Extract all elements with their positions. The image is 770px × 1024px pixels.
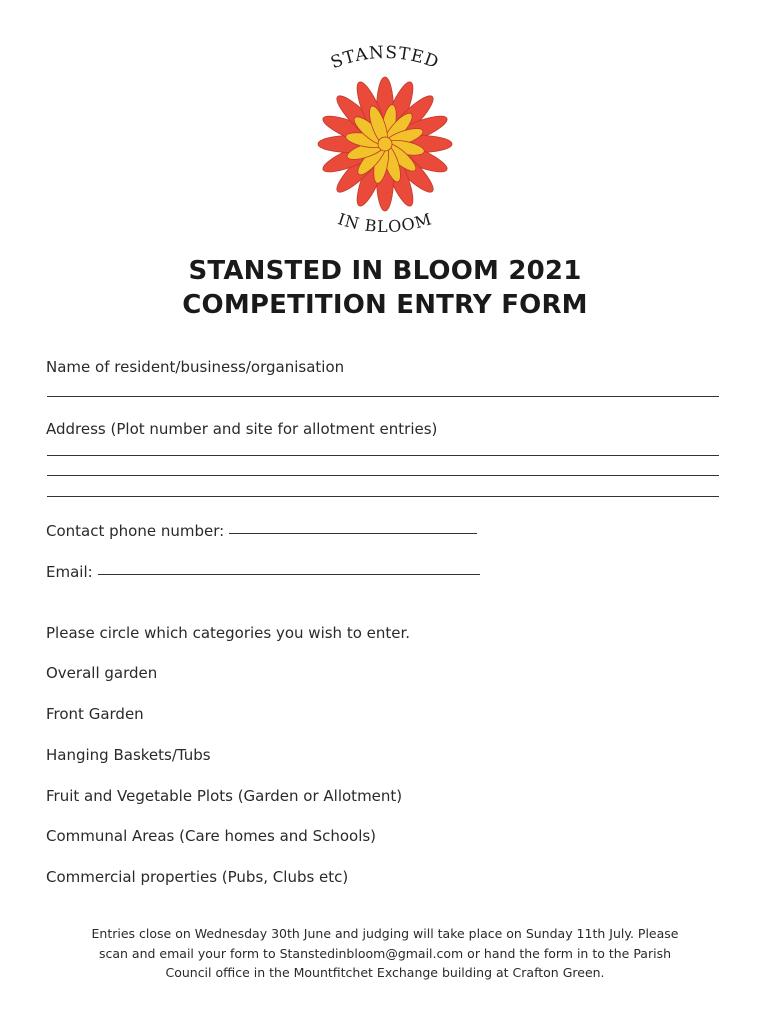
footer-line-2: scan and email your form to Stanstedinbloom@gmail.com or hand the form in to the Parish — [98, 945, 672, 961]
svg-text:IN BLOOM — [336, 209, 435, 236]
logo-flower-center — [378, 137, 392, 151]
email-row — [46, 563, 480, 581]
name-field-line[interactable] — [47, 396, 719, 397]
footer-line-3: Council office in the Mountfitchet Exchange building at Crafton Green. — [165, 965, 605, 980]
address-field-line-3[interactable] — [47, 496, 719, 497]
logo-top-text: STANSTED — [328, 44, 442, 74]
form-title-line-1: STANSTED IN BLOOM 2021 — [188, 256, 582, 286]
address-field-line-1[interactable] — [47, 455, 719, 456]
footer-line-1: Entries close on Wednesday 30th June and judging will take place on Sunday 11th July. Please — [91, 926, 679, 941]
logo-bottom-text: IN BLOOM — [335, 209, 435, 237]
category-commercial-properties[interactable]: Commercial properties (Pubs, Clubs etc) — [46, 868, 349, 886]
phone-field-line[interactable] — [229, 532, 477, 534]
category-fruit-veg-plots[interactable]: Fruit and Vegetable Plots (Garden or Allotment) — [46, 787, 403, 805]
email-label: Email: — [46, 563, 93, 581]
email-field-line[interactable] — [98, 573, 480, 575]
flower-logo-icon — [300, 44, 470, 244]
form-title-line-2: COMPETITION ENTRY FORM — [182, 290, 588, 320]
stansted-in-bloom-logo — [300, 44, 470, 244]
svg-text:STANSTED — [328, 44, 442, 73]
category-communal-areas[interactable]: Communal Areas (Care homes and Schools) — [46, 827, 377, 845]
categories-intro: Please circle which categories you wish to enter. — [46, 624, 411, 642]
phone-label: Contact phone number: — [46, 522, 225, 540]
name-label: Name of resident/business/organisation — [46, 358, 345, 376]
category-overall-garden[interactable]: Overall garden — [46, 664, 158, 682]
address-field-line-2[interactable] — [47, 475, 719, 476]
footer-note — [60, 924, 710, 983]
category-front-garden[interactable]: Front Garden — [46, 705, 144, 723]
phone-row — [46, 522, 477, 540]
category-hanging-baskets[interactable]: Hanging Baskets/Tubs — [46, 746, 211, 764]
address-label: Address (Plot number and site for allotment entries) — [46, 420, 438, 438]
